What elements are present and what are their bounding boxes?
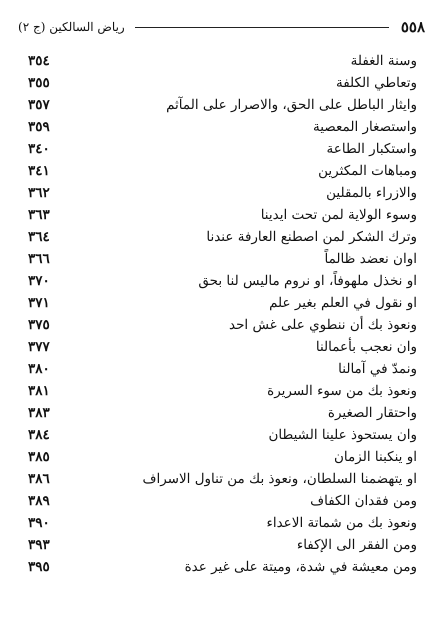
toc-entry-text: او نخذل ملهوفاً، او نروم ماليس لنا بحق	[198, 273, 417, 289]
toc-entry-page: ٣٩٠	[28, 515, 50, 531]
toc-entry-page: ٣٥٩	[28, 119, 50, 135]
toc-row	[28, 424, 417, 446]
toc-entry-page: ٣٦٢	[28, 185, 50, 201]
toc-entry-page: ٣٥٤	[28, 53, 50, 69]
toc-row	[28, 468, 417, 490]
toc-entry-text: او نقول في العلم بغير علم	[269, 295, 417, 311]
toc-entry-text: وايثار الباطل على الحق، والاصرار على المآثم	[166, 97, 417, 113]
toc-entry-text: او يتهضمنا السلطان، ونعوذ بك من تناول الاسراف	[142, 471, 417, 487]
toc-entry-page: ٣٥٥	[28, 75, 50, 91]
toc-entry-text: ومن فقدان الكفاف	[310, 493, 417, 509]
toc-row	[28, 116, 417, 138]
toc-row	[28, 512, 417, 534]
toc-entry-text: ونعوذ بك أن ننطوي على غش احد	[229, 317, 417, 333]
page-number: ٥٥٨	[400, 18, 425, 36]
toc-entry-text: واستكبار الطاعة	[326, 141, 417, 157]
toc-entry-page: ٣٦٤	[28, 229, 50, 245]
toc-row	[28, 72, 417, 94]
toc-row	[28, 204, 417, 226]
toc-row	[28, 446, 417, 468]
toc-entry-text: اوان نعضد ظالماً	[324, 251, 417, 267]
toc-entry-page: ٣٨١	[28, 383, 50, 399]
toc-entry-page: ٣٩٥	[28, 559, 50, 575]
toc-row	[28, 270, 417, 292]
toc-entry-text: وان يستحوذ علينا الشيطان	[268, 427, 417, 443]
toc-row	[28, 534, 417, 556]
toc-entry-page: ٣٧١	[28, 295, 50, 311]
toc-row	[28, 336, 417, 358]
toc-entry-page: ٣٨٣	[28, 405, 50, 421]
toc-entry-text: ومن معيشة في شدة، وميتة على غير عدة	[184, 559, 417, 575]
toc-entry-page: ٣٨٦	[28, 471, 50, 487]
toc-row	[28, 248, 417, 270]
toc-row	[28, 490, 417, 512]
toc-entry-text: ومباهات المكثرين	[318, 163, 417, 179]
toc-entry-text: او ينكبنا الزمان	[334, 449, 417, 465]
page-header	[18, 14, 425, 40]
toc-row	[28, 160, 417, 182]
toc-entry-page: ٣٨٥	[28, 449, 50, 465]
toc-row	[28, 226, 417, 248]
toc-entry-page: ٣٦٦	[28, 251, 50, 267]
toc-entry-text: والازراء بالمقلين	[326, 185, 417, 201]
toc-entry-text: وتعاطي الكلفة	[335, 75, 417, 91]
toc-entry-page: ٣٧٠	[28, 273, 50, 289]
table-of-contents	[28, 50, 417, 578]
toc-entry-text: ونعوذ بك من شماتة الاعداء	[266, 515, 417, 531]
toc-row	[28, 182, 417, 204]
toc-entry-page: ٣٨٠	[28, 361, 50, 377]
toc-row	[28, 380, 417, 402]
toc-row	[28, 138, 417, 160]
toc-entry-text: واستصغار المعصية	[313, 119, 417, 135]
toc-row	[28, 314, 417, 336]
toc-entry-page: ٣٧٧	[28, 339, 50, 355]
toc-entry-text: وان نعجب بأعمالنا	[315, 339, 417, 355]
toc-row	[28, 358, 417, 380]
toc-entry-page: ٣٥٧	[28, 97, 50, 113]
toc-entry-text: وترك الشكر لمن اصطنع العارفة عندنا	[206, 229, 417, 245]
header-rule	[135, 27, 389, 28]
toc-row	[28, 50, 417, 72]
running-title: رياض السالكين (ج ٢)	[18, 20, 125, 34]
toc-entry-page: ٣٨٩	[28, 493, 50, 509]
toc-entry-page: ٣٧٥	[28, 317, 50, 333]
toc-entry-text: ونمدّ في آمالنا	[338, 361, 417, 377]
toc-entry-page: ٣٤٠	[28, 141, 50, 157]
toc-row	[28, 556, 417, 578]
toc-row	[28, 292, 417, 314]
toc-entry-text: وسوء الولاية لمن تحت ايدينا	[260, 207, 417, 223]
toc-entry-text: ونعوذ بك من سوء السريرة	[267, 383, 417, 399]
toc-entry-page: ٣٦٣	[28, 207, 50, 223]
toc-entry-text: واحتقار الصغيرة	[327, 405, 417, 421]
toc-entry-page: ٣٨٤	[28, 427, 50, 443]
toc-row	[28, 402, 417, 424]
toc-entry-page: ٣٤١	[28, 163, 50, 179]
toc-row	[28, 94, 417, 116]
toc-entry-page: ٣٩٣	[28, 537, 50, 553]
toc-entry-text: وسنة الغفلة	[350, 53, 417, 69]
toc-entry-text: ومن الفقر الى الإكفاء	[296, 537, 417, 553]
